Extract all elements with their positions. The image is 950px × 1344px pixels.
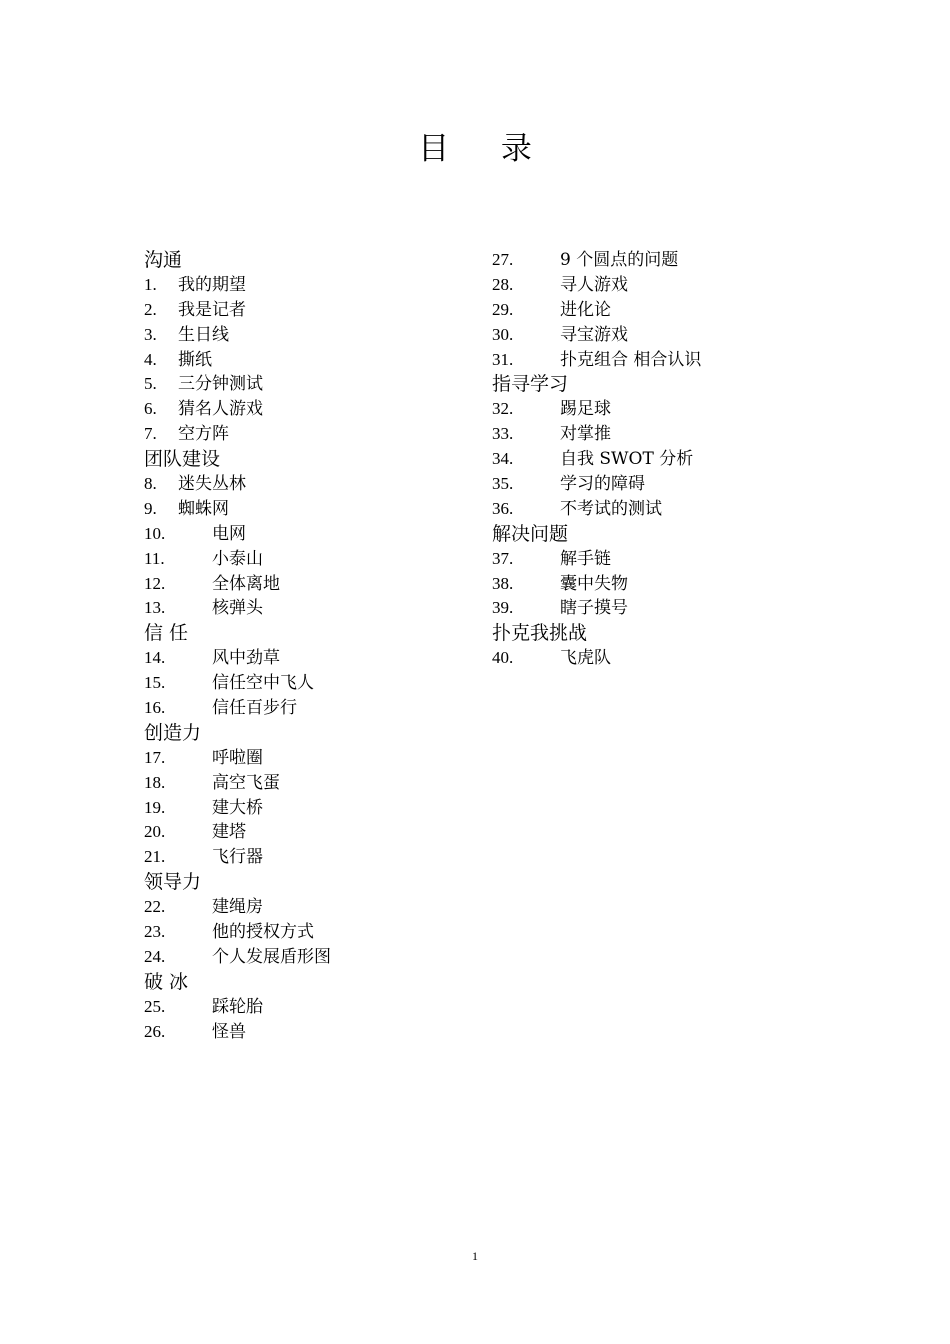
toc-entry[interactable]: [144, 746, 474, 771]
toc-entry[interactable]: [144, 547, 474, 572]
toc-entry[interactable]: [144, 771, 474, 796]
entry-number: 33.: [492, 424, 514, 444]
entry-title: 寻人游戏: [560, 274, 628, 295]
toc-entry[interactable]: [492, 547, 822, 572]
entry-number: 7.: [144, 424, 157, 444]
toc-entry[interactable]: [144, 995, 474, 1020]
section-heading: 指寻学习: [492, 373, 569, 396]
section-heading: 扑克我挑战: [492, 622, 588, 645]
entry-title: 电网: [212, 523, 246, 544]
entry-number: 8.: [144, 474, 157, 494]
entry-number: 5.: [144, 374, 157, 394]
toc-entry[interactable]: [144, 845, 474, 870]
section-heading: 解决问题: [492, 522, 569, 545]
entry-number: 3.: [144, 324, 157, 344]
toc-entry[interactable]: [144, 522, 474, 547]
entry-title: 进化论: [560, 299, 611, 320]
section-heading: 沟通: [144, 249, 183, 271]
toc-entry[interactable]: [144, 348, 474, 373]
entry-title: 寻宝游戏: [560, 324, 628, 345]
entry-number: 29.: [492, 299, 514, 319]
entry-title: 囊中失物: [560, 573, 628, 594]
entry-number: 40.: [492, 648, 514, 668]
entry-title: 核弹头: [212, 598, 263, 619]
entry-title: 撕纸: [178, 349, 212, 370]
entry-number: 14.: [144, 648, 166, 668]
toc-entry[interactable]: [144, 646, 474, 671]
entry-title: 空方阵: [178, 424, 229, 445]
entry-title: 他的授权方式: [212, 922, 314, 943]
toc-entry[interactable]: [492, 298, 822, 323]
toc-entry[interactable]: [492, 596, 822, 621]
toc-entry[interactable]: [144, 895, 474, 920]
entry-number: 13.: [144, 598, 166, 618]
toc-entry[interactable]: [492, 447, 822, 472]
toc-entry[interactable]: [144, 497, 474, 522]
entry-number: 34.: [492, 449, 514, 469]
toc-column-right: [492, 248, 822, 671]
entry-title: 风中劲草: [212, 648, 280, 669]
page-title: 目 录: [418, 131, 553, 167]
toc-entry[interactable]: [144, 273, 474, 298]
entry-title: 个人发展盾形图: [212, 946, 331, 967]
entry-number: 28.: [492, 274, 514, 294]
entry-number: 6.: [144, 399, 157, 419]
entry-number: 35.: [492, 474, 514, 494]
entry-title: 怪兽: [212, 1021, 246, 1042]
entry-number: 10.: [144, 523, 166, 543]
entry-number: 1.: [144, 274, 157, 294]
entry-title: 踩轮胎: [212, 996, 263, 1017]
entry-title: 扑克组合 相合认识: [560, 349, 702, 370]
entry-title: 飞行器: [212, 847, 263, 868]
entry-title: 蜘蛛网: [178, 498, 229, 519]
toc-entry[interactable]: [144, 323, 474, 348]
entry-number: 9.: [144, 498, 157, 518]
toc-entry[interactable]: [144, 796, 474, 821]
toc-entry[interactable]: [492, 348, 822, 373]
entry-number: 18.: [144, 772, 166, 792]
toc-entry[interactable]: [144, 671, 474, 696]
toc-entry[interactable]: [144, 696, 474, 721]
entry-title: 三分钟测试: [178, 374, 263, 395]
toc-entry[interactable]: [144, 298, 474, 323]
entry-title: 学习的障碍: [560, 474, 645, 495]
toc-entry[interactable]: [492, 248, 822, 273]
entry-number: 16.: [144, 698, 166, 718]
section-heading: 团队建设: [144, 448, 221, 471]
toc-entry[interactable]: [144, 920, 474, 945]
entry-title: 全体离地: [212, 573, 280, 594]
toc-entry[interactable]: [144, 372, 474, 397]
toc-entry[interactable]: [144, 945, 474, 970]
entry-title: 建塔: [212, 822, 246, 843]
entry-title: 小泰山: [212, 548, 263, 569]
entry-number: 39.: [492, 598, 514, 618]
page-number: 1: [472, 1249, 478, 1263]
entry-title: 踢足球: [560, 399, 611, 420]
entry-title: 呼啦圈: [212, 747, 263, 768]
entry-number: 15.: [144, 673, 166, 693]
toc-entry[interactable]: [492, 323, 822, 348]
entry-number: 32.: [492, 399, 514, 419]
section-heading: 信 任: [144, 622, 189, 645]
entry-number: 23.: [144, 922, 166, 942]
entry-title: 9 个圆点的问题: [560, 250, 679, 270]
toc-entry[interactable]: [144, 397, 474, 422]
section-heading: 领导力: [144, 871, 202, 894]
entry-title: 解手链: [560, 548, 611, 569]
entry-title: 生日线: [178, 324, 229, 345]
entry-number: 21.: [144, 847, 166, 867]
entry-title: 迷失丛林: [178, 474, 246, 495]
toc-entry[interactable]: [492, 472, 822, 497]
entry-number: 26.: [144, 1021, 166, 1041]
toc-entry[interactable]: [144, 472, 474, 497]
entry-number: 11.: [144, 548, 165, 568]
entry-number: 37.: [492, 548, 514, 568]
entry-number: 24.: [144, 946, 166, 966]
toc-column-left: [144, 248, 474, 1045]
entry-number: 31.: [492, 349, 514, 369]
toc-entry[interactable]: [144, 422, 474, 447]
entry-title: 建大桥: [212, 797, 263, 818]
toc-entry[interactable]: [492, 422, 822, 447]
entry-number: 25.: [144, 996, 166, 1016]
entry-number: 22.: [144, 897, 166, 917]
toc-entry[interactable]: [144, 572, 474, 597]
entry-number: 17.: [144, 747, 166, 767]
section-heading: 创造力: [144, 721, 202, 744]
entry-number: 19.: [144, 797, 166, 817]
entry-title: 自我 SWOT 分析: [560, 449, 694, 470]
entry-title: 飞虎队: [560, 648, 611, 669]
entry-title: 建绳房: [212, 897, 263, 918]
toc-entry[interactable]: [492, 273, 822, 298]
entry-number: 12.: [144, 573, 166, 593]
toc-entry[interactable]: [492, 397, 822, 422]
entry-title: 信任空中飞人: [212, 673, 314, 694]
entry-title: 对掌推: [560, 424, 611, 445]
entry-number: 2.: [144, 299, 157, 319]
entry-number: 20.: [144, 822, 166, 842]
entry-number: 4.: [144, 349, 157, 369]
entry-title: 不考试的测试: [560, 498, 662, 519]
toc-entry[interactable]: [492, 572, 822, 597]
entry-number: 30.: [492, 324, 514, 344]
entry-number: 36.: [492, 498, 514, 518]
toc-entry[interactable]: [492, 646, 822, 671]
entry-number: 38.: [492, 573, 514, 593]
toc-entry[interactable]: [144, 820, 474, 845]
entry-title: 高空飞蛋: [212, 772, 280, 793]
toc-entry[interactable]: [144, 1020, 474, 1045]
toc-entry[interactable]: [492, 497, 822, 522]
section-heading: 破 冰: [144, 970, 189, 993]
entry-title: 瞎子摸号: [560, 598, 628, 619]
entry-title: 信任百步行: [212, 698, 297, 719]
entry-title: 我是记者: [178, 299, 246, 320]
entry-title: 猜名人游戏: [178, 399, 263, 420]
entry-number: 27.: [492, 250, 514, 269]
entry-title: 我的期望: [178, 274, 246, 295]
toc-entry[interactable]: [144, 596, 474, 621]
